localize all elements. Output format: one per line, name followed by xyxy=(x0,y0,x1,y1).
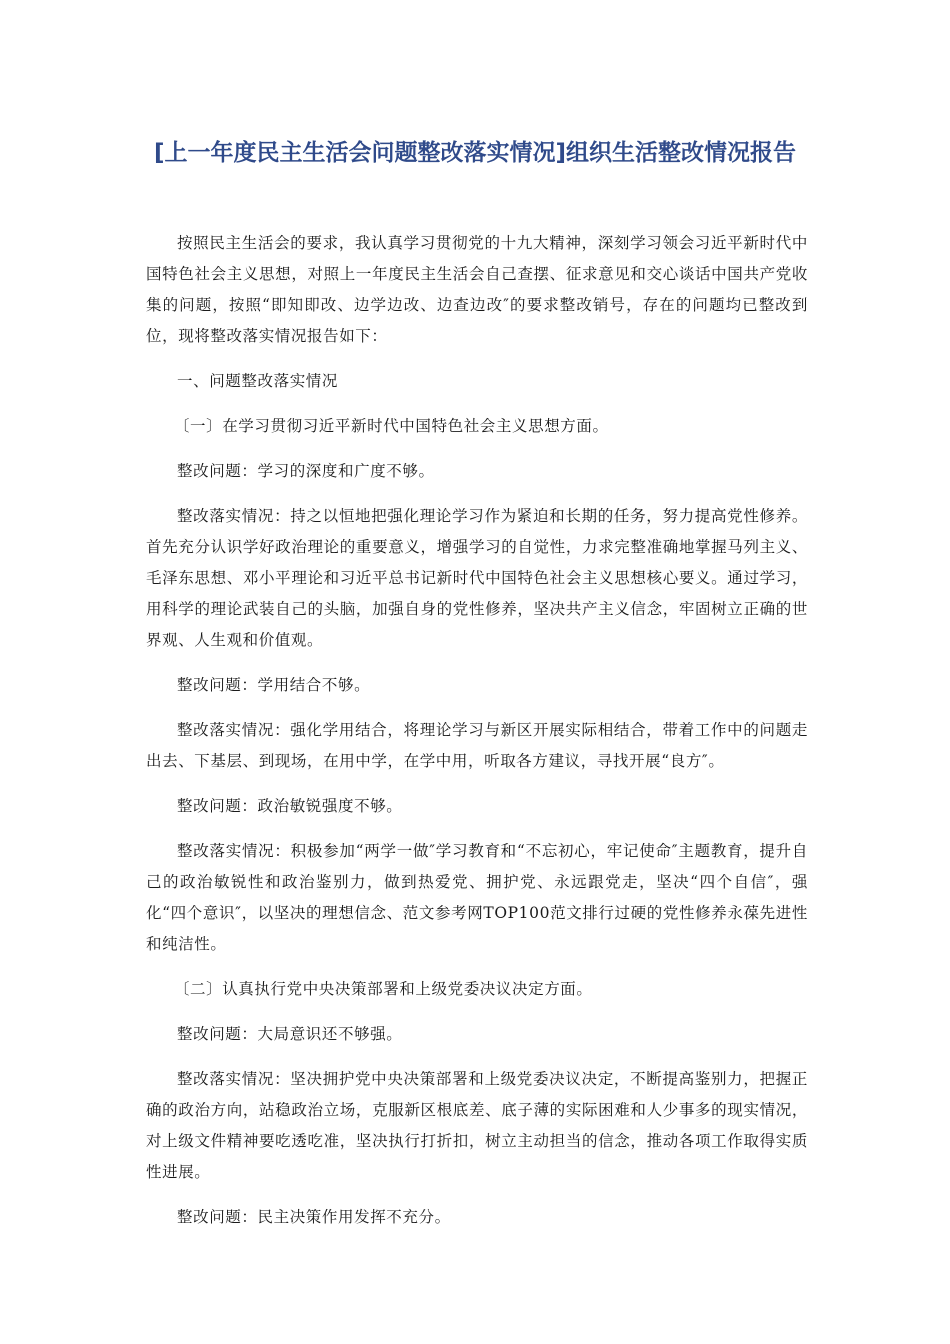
remedy-paragraph: 整改落实情况：积极参加“两学一做″学习教育和“不忘初心，牢记使命″主题教育，提升自己的政治敏锐性和政治鉴别力，做到热爱党、拥护党、永远跟党走，坚决“四个自信″，强化“四个意识″，以坚决的理想信念、范文参考网TOP100范文排行过硬的党性修养永葆先进性和纯洁性。 xyxy=(146,842,808,953)
intro-paragraph: 按照民主生活会的要求，我认真学习贯彻党的十九大精神，深刻学习领会习近平新时代中国特色社会主义思想，对照上一年度民主生活会自己查摆、征求意见和交心谈话中国共产党收集的问题，按照“即知即改、边学边改、边查边改″的要求整改销号，存在的问题均已整改到位，现将整改落实情况报告如下： xyxy=(146,234,808,345)
subsection-heading-1: 〔一〕在学习贯彻习近平新时代中国特色社会主义思想方面。 xyxy=(173,417,609,435)
issue-paragraph: 整改问题：大局意识还不够强。 xyxy=(177,1025,403,1043)
issue-paragraph: 整改问题：学习的深度和广度不够。 xyxy=(177,462,435,480)
issue-paragraph: 整改问题：学用结合不够。 xyxy=(177,676,371,694)
document-title: [上一年度民主生活会问题整改落实情况]组织生活整改情况报告 xyxy=(153,140,797,166)
remedy-paragraph: 整改落实情况：持之以恒地把强化理论学习作为紧迫和长期的任务，努力提高党性修养。首先充分认识学好政治理论的重要意义，增强学习的自觉性，力求完整准确地掌握马列主义、毛泽东思想、邓小平理论和习近平总书记新时代中国特色社会主义思想核心要义。通过学习，用科学的理论武装自己的头脑，加强自身的党性修养，坚决共产主义信念，牢固树立正确的世界观、人生观和价值观。 xyxy=(146,507,808,649)
remedy-paragraph: 整改落实情况：坚决拥护党中央决策部署和上级党委决议决定，不断提高鉴别力，把握正确的政治方向，站稳政治立场，克服新区根底差、底子薄的实际困难和人少事多的现实情况，对上级文件精神要吃透吃准，坚决执行打折扣，树立主动担当的信念，推动各项工作取得实质性进展。 xyxy=(146,1070,808,1181)
subsection-heading-2: 〔二〕认真执行党中央决策部署和上级党委决议决定方面。 xyxy=(173,980,593,998)
document-body xyxy=(146,228,808,1247)
issue-paragraph: 整改问题：民主决策作用发挥不充分。 xyxy=(177,1208,451,1226)
section-heading-1: 一、问题整改落实情况 xyxy=(177,372,339,390)
remedy-paragraph: 整改落实情况：强化学用结合，将理论学习与新区开展实际相结合，带着工作中的问题走出去、下基层、到现场，在用中学，在学中用，听取各方建议，寻找开展“良方″。 xyxy=(146,721,808,770)
issue-paragraph: 整改问题：政治敏锐强度不够。 xyxy=(177,797,403,815)
